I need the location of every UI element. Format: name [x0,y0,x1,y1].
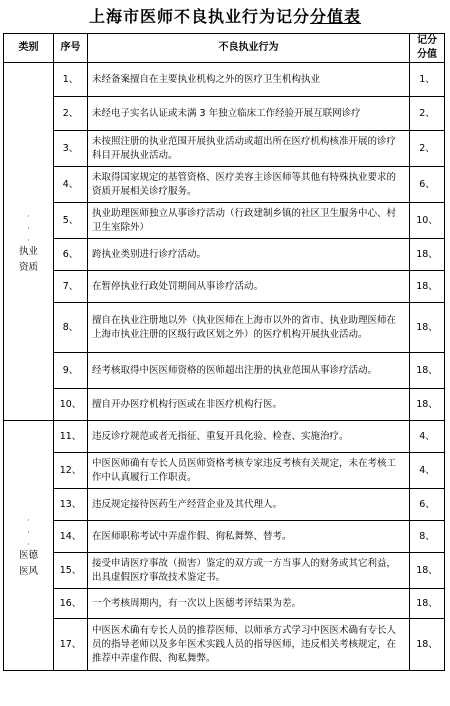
tick: , [27,208,30,218]
header-score-line2: 分值 [417,49,437,60]
behavior-cell: 未取得国家规定的基管资格、医疗美容主诊医师等其他有特殊执业要求的资质开展相关诊疗服务。 [88,167,410,203]
score-cell: 2、 [410,97,445,131]
behavior-cell: 未按照注册的执业范围开展执业活动或超出所在医疗机构核准开展的诊疗科目开展执业活动。 [88,131,410,167]
score-cell: 4、 [410,453,445,489]
score-cell: 18、 [410,303,445,353]
seq-cell: 13、 [54,489,88,521]
behavior-cell: 违反诊疗规范或者无指征、重复开具化验、检查、实施治疗。 [88,421,410,453]
score-cell: 4、 [410,421,445,453]
title-underlined: 分值表 [310,7,362,26]
behavior-cell: 经考核取得中医医师资格的医师超出注册的执业范围从事诊疗活动。 [88,353,410,389]
table-row [4,271,445,303]
category-cell-ethics [4,421,54,671]
table-row [4,63,445,97]
score-table [3,33,445,671]
seq-cell: 10、 [54,389,88,421]
header-behavior: 不良执业行为 [88,34,410,63]
table-row [4,589,445,619]
behavior-cell: 在医师职称考试中弄虚作假、徇私舞弊、替考。 [88,521,410,553]
score-cell: 18、 [410,239,445,271]
seq-cell: 5、 [54,203,88,239]
tick: , [27,536,30,546]
table-row [4,489,445,521]
seq-cell: 17、 [54,619,88,671]
score-cell: 18、 [410,389,445,421]
seq-cell: 1、 [54,63,88,97]
score-cell: 18、 [410,589,445,619]
behavior-cell: 一个考核周期内，有一次以上医德考评结果为差。 [88,589,410,619]
seq-cell: 8、 [54,303,88,353]
table-row [4,131,445,167]
table-row [4,521,445,553]
behavior-cell: 执业助理医师独立从事诊疗活动（行政建制乡镇的社区卫生服务中心、村卫生室除外） [88,203,410,239]
behavior-cell: 未经备案擅自在主要执业机构之外的医疗卫生机构执业 [88,63,410,97]
table-row [4,453,445,489]
seq-cell: 9、 [54,353,88,389]
header-score-line1: 记分 [417,35,437,46]
seq-cell: 11、 [54,421,88,453]
seq-cell: 4、 [54,167,88,203]
seq-cell: 7、 [54,271,88,303]
tick: , [27,220,30,230]
category-label-line2: 医风 [18,565,38,577]
header-category: 类别 [4,34,54,63]
behavior-cell: 擅自开办医疗机构行医或在非医疗机构行医。 [88,389,410,421]
tick: , [27,524,30,534]
seq-cell: 12、 [54,453,88,489]
category-label-line2: 资质 [18,261,38,273]
behavior-cell: 未经电子实名认证或未满 3 年独立临床工作经验开展互联网诊疗 [88,97,410,131]
table-row [4,239,445,271]
table-row [4,353,445,389]
behavior-cell: 中医医术确有专长人员的推荐医师、以师承方式学习中医医术确有专长人员的指导老师以及多年医术实践人员的指导医师，违反相关考核规定，在推荐中弄虚作假、徇私舞弊。 [88,619,410,671]
table-row [4,303,445,353]
table-row [4,421,445,453]
seq-cell: 15、 [54,553,88,589]
category-label-line1: 医德 [18,549,38,561]
table-row [4,203,445,239]
score-cell: 6、 [410,167,445,203]
score-cell: 18、 [410,553,445,589]
tick: , [27,512,30,522]
behavior-cell: 接受申请医疗事故（损害）鉴定的双方或一方当事人的财务或其它利益，出具虚假医疗事故技术鉴定书。 [88,553,410,589]
behavior-cell: 跨执业类别进行诊疗活动。 [88,239,410,271]
table-row [4,97,445,131]
behavior-cell: 中医医师确有专长人员医师资格考核专家违反考核有关规定，未在考核工作中认真履行工作职责。 [88,453,410,489]
table-row [4,553,445,589]
seq-cell: 16、 [54,589,88,619]
score-cell: 18、 [410,271,445,303]
seq-cell: 3、 [54,131,88,167]
category-label-line1: 执业 [18,245,38,257]
header-row [4,34,445,63]
score-cell: 8、 [410,521,445,553]
table-row [4,619,445,671]
table-row [4,389,445,421]
table-row [4,167,445,203]
page-title [0,4,450,30]
header-seq: 序号 [54,34,88,63]
title-main: 上海市医师不良执业行为记分 [88,7,310,26]
seq-cell: 6、 [54,239,88,271]
behavior-cell: 擅自在执业注册地以外（执业医师在上海市以外的省市、执业助理医师在上海市执业注册的区级行政区划之外）的医疗机构开展执业活动。 [88,303,410,353]
category-cell-qualification [4,63,54,421]
score-cell: 2、 [410,131,445,167]
header-score [410,34,445,63]
behavior-cell: 在暂停执业行政处罚期间从事诊疗活动。 [88,271,410,303]
score-cell: 18、 [410,353,445,389]
behavior-cell: 违反规定接待医药生产经营企业及其代理人。 [88,489,410,521]
score-cell: 1、 [410,63,445,97]
score-cell: 10、 [410,203,445,239]
seq-cell: 2、 [54,97,88,131]
score-cell: 18、 [410,619,445,671]
score-cell: 6、 [410,489,445,521]
seq-cell: 14、 [54,521,88,553]
tick: , [27,232,30,242]
